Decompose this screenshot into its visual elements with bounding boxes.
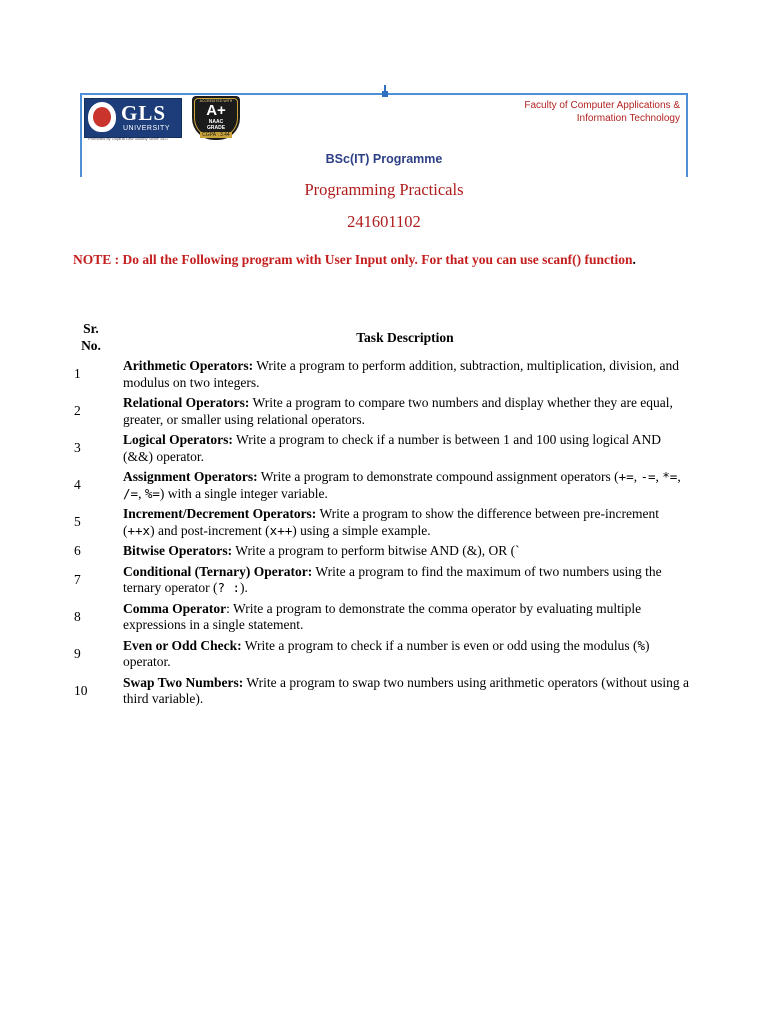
row-description — [114, 562, 696, 599]
row-number: 9 — [74, 645, 81, 661]
faculty-name — [524, 100, 680, 125]
badge-label-1: NAAC — [208, 119, 224, 125]
table-row — [68, 599, 696, 636]
table-row — [68, 673, 696, 710]
note-text: NOTE : Do all the Following program with User Input only. For that you can use scanf() function — [73, 252, 633, 267]
header-resize-handle[interactable] — [382, 91, 388, 97]
row-number: 1 — [74, 366, 81, 382]
task-text-end: ). — [240, 580, 248, 595]
separator: , — [138, 485, 145, 501]
row-number: 8 — [74, 608, 81, 624]
row-description — [114, 541, 696, 562]
header-sr-line-2: No. — [81, 338, 101, 353]
gls-crest-icon — [88, 102, 116, 132]
task-title: Arithmetic Operators: — [123, 358, 254, 373]
header-sr-no — [68, 318, 114, 356]
row-description — [114, 467, 696, 504]
separator: , — [677, 469, 681, 484]
task-title: Conditional (Ternary) Operator: — [123, 563, 313, 579]
code-snippet: *= — [662, 469, 678, 484]
table-row — [68, 562, 696, 599]
note-end: . — [632, 252, 636, 267]
badge-cgpa: CGPA : 3.44 — [200, 132, 232, 138]
row-description — [114, 599, 696, 636]
badge-label-2: GRADE — [206, 125, 226, 131]
logo-tagline: Promoted by Gujarat Law Society Since 1927 — [88, 136, 169, 141]
naac-badge — [188, 96, 244, 140]
task-text: Write a program to compare two numbers and display whether they are equal, greater, or smaller using relational operators. — [123, 395, 673, 427]
task-title: Relational Operators: — [123, 395, 250, 410]
table-row — [68, 430, 696, 467]
faculty-line-2: Information Technology — [576, 112, 680, 124]
task-title: Assignment Operators: — [123, 469, 258, 484]
task-text-end: ) with a single integer variable. — [159, 485, 328, 501]
task-title: Comma Operator — [123, 600, 227, 616]
task-title: Swap Two Numbers: — [123, 674, 244, 690]
header-frame — [80, 93, 688, 177]
logo-name: GLS — [121, 101, 167, 125]
row-description — [114, 636, 696, 673]
task-text: Write a program to check if a number is between 1 and 100 using logical AND (&&) operator. — [123, 432, 661, 464]
badge-label — [188, 119, 244, 131]
task-text: Write a program to demonstrate compound assignment operators ( — [257, 469, 619, 484]
code-snippet: %= — [144, 485, 160, 501]
task-title-colon: : — [226, 600, 230, 616]
table-row — [68, 393, 696, 430]
row-number: 5 — [74, 514, 81, 530]
page-title: Programming Practicals — [304, 180, 464, 199]
task-title: Logical Operators: — [123, 432, 233, 447]
table-row — [68, 467, 696, 504]
task-text: Write a program to swap two numbers using arithmetic operators (without using a third variable). — [123, 674, 690, 706]
task-title: Even or Odd Check: — [123, 637, 242, 653]
row-description — [114, 393, 696, 430]
header-sr-line-1: Sr. — [83, 321, 99, 336]
table-row — [68, 541, 696, 562]
row-number: 3 — [74, 440, 81, 456]
gls-university-logo — [84, 98, 182, 138]
code-snippet: += — [618, 469, 634, 484]
row-number: 7 — [74, 571, 81, 587]
row-number: 2 — [74, 403, 81, 419]
instruction-note — [73, 251, 703, 268]
code-snippet: % — [637, 637, 646, 653]
task-text: Write a program to demonstrate the comma operator by evaluating multiple expressions in a single statement. — [123, 600, 642, 632]
task-text: Write a program to find the maximum of two numbers using the ternary operator ( — [123, 563, 662, 595]
row-number: 10 — [74, 682, 88, 698]
task-table — [68, 318, 696, 710]
code-snippet: -= — [640, 469, 656, 484]
table-row — [68, 636, 696, 673]
task-title: Bitwise Operators: — [123, 543, 233, 558]
row-number: 4 — [74, 477, 81, 493]
task-text: Write a program to check if a number is even or odd using the modulus ( — [241, 637, 638, 653]
row-description — [114, 430, 696, 467]
programme-name: BSc(IT) Programme — [325, 152, 443, 166]
row-description — [114, 673, 696, 710]
task-text-end: ) operator. — [123, 637, 650, 669]
separator: , — [633, 469, 641, 484]
code-snippet: x++ — [269, 522, 293, 538]
table-row — [68, 356, 696, 393]
row-number: 6 — [74, 543, 81, 558]
task-text-end: ) using a simple example. — [292, 522, 431, 538]
task-text-mid: ) and post-increment ( — [150, 522, 270, 538]
badge-top-text: ACCREDITED WITH — [199, 99, 233, 103]
logo-sub: UNIVERSITY — [123, 125, 171, 132]
badge-grade: A+ — [206, 102, 226, 119]
row-description — [114, 504, 696, 541]
table-header-row — [68, 318, 696, 356]
faculty-line-1: Faculty of Computer Applications & — [524, 100, 680, 111]
task-text: Write a program to perform bitwise AND (&), OR (` — [232, 543, 520, 558]
task-title: Increment/Decrement Operators: — [123, 506, 317, 521]
task-text: Write a program to show the difference between pre-increment ( — [123, 506, 660, 538]
table-row — [68, 504, 696, 541]
code-snippet: /= — [123, 485, 139, 501]
header-task-description: Task Description — [356, 329, 454, 345]
separator: , — [655, 469, 663, 484]
course-code: 241601102 — [347, 212, 421, 231]
code-snippet: ? : — [217, 580, 241, 595]
code-snippet: ++x — [127, 522, 151, 538]
row-description — [114, 356, 696, 393]
task-text: Write a program to perform addition, subtraction, multiplication, division, and modulus on two integers. — [123, 358, 679, 390]
